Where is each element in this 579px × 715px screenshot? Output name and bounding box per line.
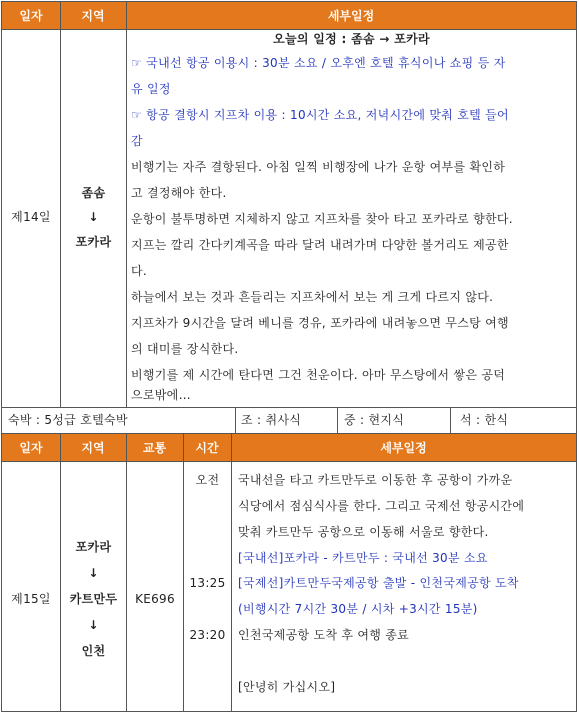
- border-line: [126, 1, 127, 407]
- region-arrow: ↓: [88, 618, 99, 632]
- border-line: [450, 407, 451, 433]
- region-b: 카트만두: [69, 592, 118, 606]
- detail-line: 운항이 불투명하면 지체하지 않고 지프차를 찾아 타고 포카라로 향한다.: [131, 212, 513, 226]
- detail-line: 맞춰 카트만두 공항으로 이동해 서울로 향한다.: [238, 525, 489, 539]
- detail-line: 의 대미를 장식한다.: [131, 342, 239, 356]
- region-c: 인천: [81, 644, 106, 658]
- detail-line: 비행기는 자주 결항된다. 아침 일찍 비행장에 나가 운항 여부를 확인하: [131, 160, 506, 174]
- header-date: 일자: [2, 434, 60, 461]
- border-line: [1, 711, 577, 712]
- day-label: 제14일: [11, 210, 51, 224]
- detail-line: 고 결정해야 한다.: [131, 186, 227, 200]
- detail-line: 식당에서 점심식사를 한다. 그리고 국제선 항공시간에: [238, 499, 525, 513]
- meal-dinner: 석 : 한식: [460, 413, 509, 427]
- header-region: 지역: [60, 2, 126, 29]
- flight-number: KE696: [135, 592, 175, 606]
- detail-line: 유 일정: [131, 82, 171, 96]
- detail-line: 비행기를 제 시간에 탄다면 그건 천운이다. 아마 무스탕에서 쌓은 공덕: [131, 368, 506, 382]
- meal-breakfast: 조 : 취사식: [241, 413, 302, 427]
- detail-line: ☞ 항공 결항시 지프차 이용 : 10시간 소요, 저녁시간에 맞춰 호텔 들어: [131, 108, 509, 122]
- schedule-title: 오늘의 일정 : 좀솜 → 포카라: [273, 32, 430, 46]
- border-line: [231, 433, 232, 712]
- border-line: [1, 461, 577, 462]
- border-line: [235, 407, 236, 433]
- detail-line: 지프차가 9시간을 달려 베니를 경유, 포카라에 내려놓으면 무스탕 여행: [131, 316, 509, 330]
- header-detail: 세부일정: [231, 434, 576, 461]
- detail-line: [안녕히 가십시오]: [238, 680, 336, 694]
- detail-line: 인천국제공항 도착 후 여행 종료: [238, 628, 410, 642]
- border-line: [576, 433, 577, 712]
- detail-line: [국제선]카트만두국제공항 출발 - 인천국제공항 도착: [238, 576, 519, 590]
- detail-line: (비행시간 7시간 30분 / 시차 +3시간 15분): [238, 602, 478, 616]
- accommodation: 숙박 : 5성급 호텔숙박: [8, 413, 128, 427]
- time-morning: 오전: [195, 473, 220, 487]
- region-arrow: ↓: [88, 566, 99, 580]
- detail-line: 다.: [131, 264, 148, 278]
- detail-line: 지프는 깔리 간다키계곡을 따라 달려 내려가며 다양한 볼거리도 제공한: [131, 238, 509, 252]
- header-time: 시간: [183, 434, 231, 461]
- detail-line: ☞ 국내선 항공 이용시 : 30분 소요 / 오후엔 호텔 휴식이나 쇼핑 등 자: [131, 56, 506, 70]
- detail-line: 으로밖에…: [131, 388, 191, 402]
- detail-line: [국내선]포카라 - 카트만두 : 국내선 30분 소요: [238, 551, 488, 565]
- meal-lunch: 중 : 현지식: [344, 413, 405, 427]
- detail-line: 하늘에서 보는 것과 흔들리는 지프차에서 보는 게 크게 다르지 않다.: [131, 290, 494, 304]
- region-arrow: ↓: [88, 210, 99, 224]
- detail-line: 감: [131, 134, 143, 148]
- day-label: 제15일: [11, 592, 51, 606]
- header-date: 일자: [2, 2, 60, 29]
- border-line: [337, 407, 338, 433]
- border-line: [1, 1, 577, 2]
- time-departure: 13:25: [189, 576, 226, 590]
- time-arrival: 23:20: [189, 628, 226, 642]
- header-detail: 세부일정: [126, 2, 576, 29]
- region-a: 포카라: [75, 540, 112, 554]
- region-from: 좀솜: [81, 186, 106, 200]
- border-line: [1, 433, 2, 712]
- border-line: [126, 433, 127, 712]
- border-line: [576, 1, 577, 433]
- header-transport: 교통: [126, 434, 183, 461]
- region-to: 포카라: [75, 235, 112, 249]
- detail-line: 국내선을 타고 카트만두로 이동한 후 공항이 가까운: [238, 473, 513, 487]
- header-region: 지역: [60, 434, 126, 461]
